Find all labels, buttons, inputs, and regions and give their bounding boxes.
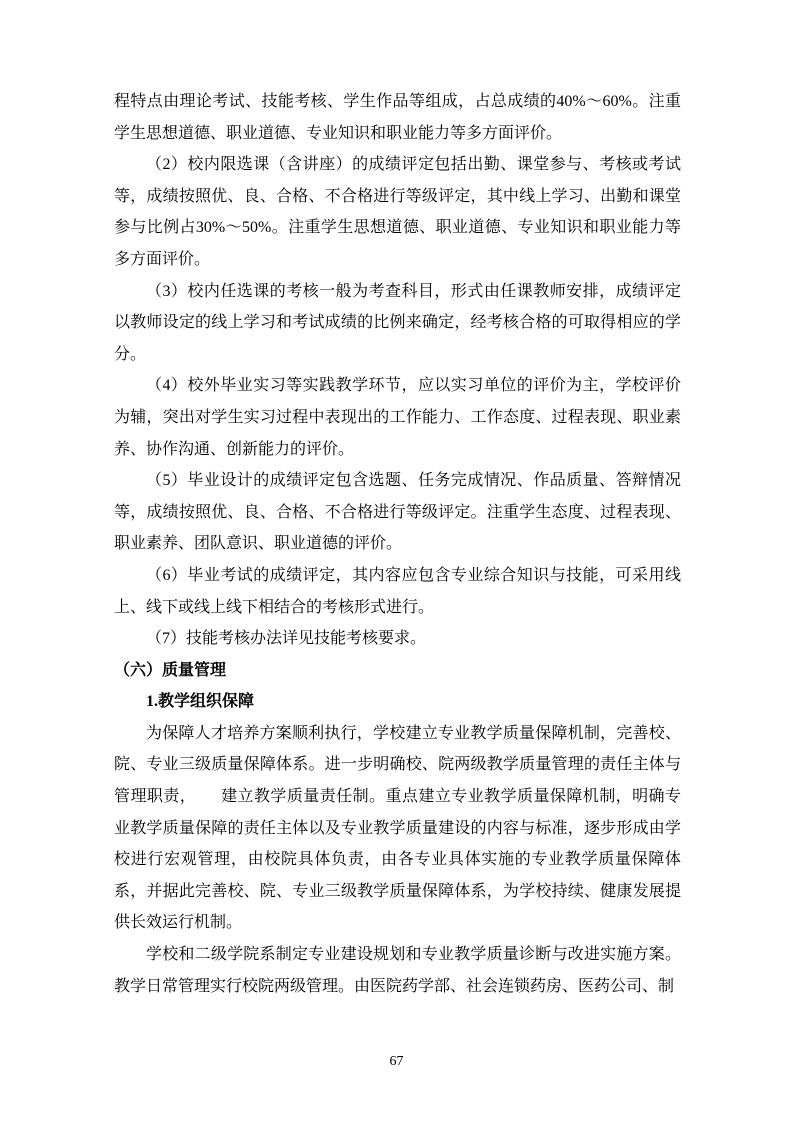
section-heading-quality-management: （六）质量管理 xyxy=(114,661,227,679)
body-paragraph-continuation: 程特点由理论考试、技能考核、学生作品等组成，占总成绩的40%～60%。注重学生思想道德、职业道德、专业知识和职业能力等多方面评价。 xyxy=(114,93,681,142)
page-number: 67 xyxy=(389,1054,404,1069)
body-paragraph-item-2: （2）校内限选课（含讲座）的成绩评定包括出勤、课堂参与、考核或考试等，成绩按照优、良、合格、不合格进行等级评定，其中线上学习、出勤和课堂参与比例占30%～50%。注重学生思想道德、职业道德、专业知识和职业能力等多方面评价。 xyxy=(114,156,681,268)
body-paragraph-item-4: （4）校外毕业实习等实践教学环节，应以实习单位的评价为主，学校评价为辅，突出对学生实习过程中表现出的工作能力、工作态度、过程表现、职业素养、协作沟通、创新能力的评价。 xyxy=(114,377,681,458)
body-paragraph-quality-assurance: 为保障人才培养方案顺利执行，学校建立专业教学质量保障机制，完善校、院、专业三级质量保障体系。进一步明确校、院两级教学质量管理的责任主体与管理职责， 建立教学质量责任制。重点建立专业教学质量保障机制，明确专业教学质量保障的责任主体以及专业教学质量建设的内容与标准，逐步形成由学校进行宏观管理，由校院具体负责，由各专业具体实施的专业教学质量保障体系，并据此完善校、院、专业三级教学质量保障体系，为学校持续、健康发展提供长效运行机制。 xyxy=(114,724,681,932)
body-paragraph-item-5: （5）毕业设计的成绩评定包含选题、任务完成情况、作品质量、答辩情况等，成绩按照优、良、合格、不合格进行等级评定。注重学生态度、过程表现、职业素养、团队意识、职业道德的评价。 xyxy=(114,472,681,553)
body-paragraph-school-management: 学校和二级学院系制定专业建设规划和专业教学质量诊断与改进实施方案。教学日常管理实行校院两级管理。由医院药学部、社会连锁药房、医药公司、制 xyxy=(114,946,681,995)
body-paragraph-item-7: （7）技能考核办法详见技能考核要求。 xyxy=(146,630,427,648)
body-paragraph-item-6: （6）毕业考试的成绩评定，其内容应包含专业综合知识与技能，可采用线上、线下或线上线下相结合的考核形式进行。 xyxy=(114,566,681,616)
document-body xyxy=(114,86,681,1002)
subsection-heading-teaching-organization: 1.教学组织保障 xyxy=(146,693,255,711)
body-paragraph-item-3: （3）校内任选课的考核一般为考查科目，形式由任课教师安排，成绩评定以教师设定的线上学习和考试成绩的比例来确定，经考核合格的可取得相应的学分。 xyxy=(114,282,681,363)
